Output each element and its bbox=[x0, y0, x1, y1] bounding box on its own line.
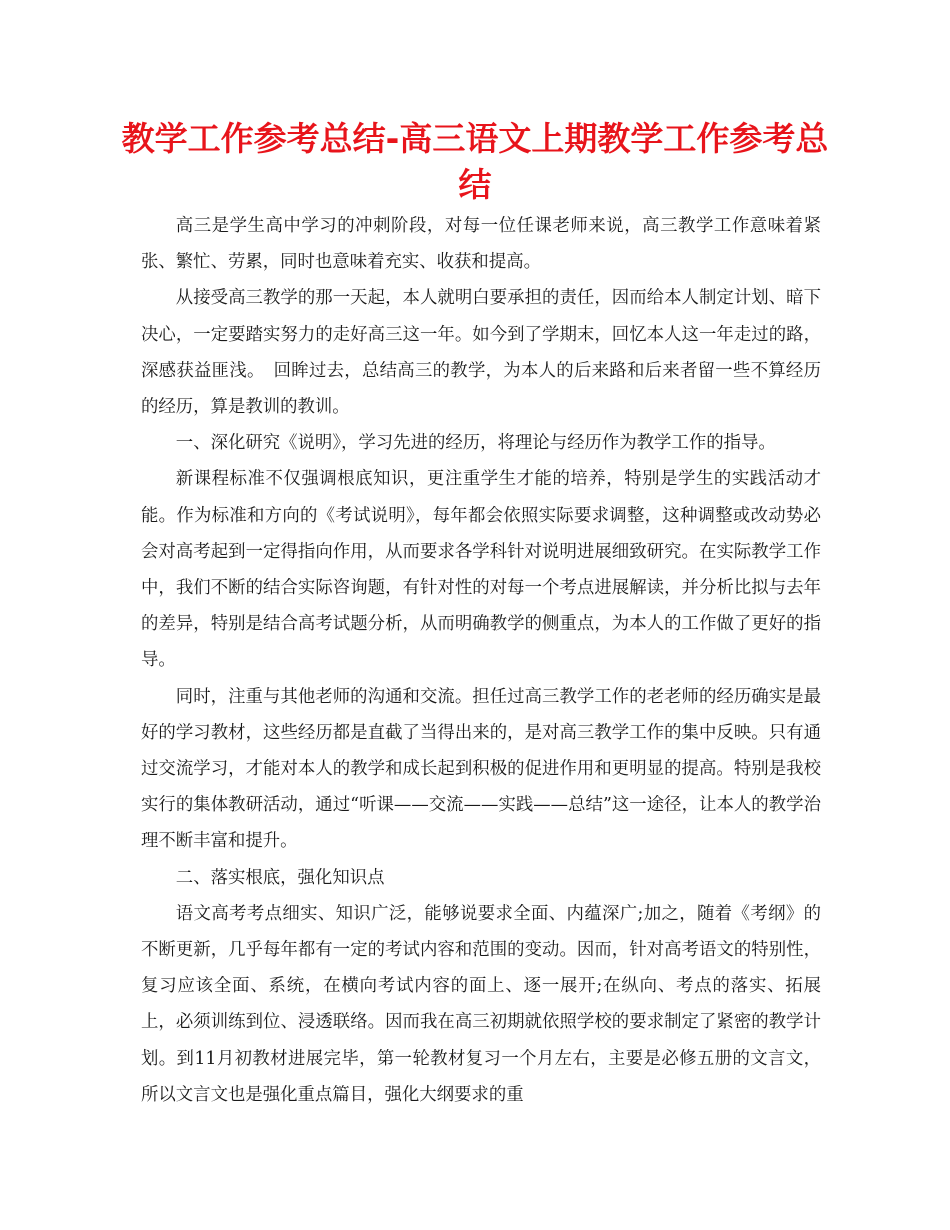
paragraph-communication: 同时，注重与其他老师的沟通和交流。担任过高三教学工作的老老师的经历确实是最好的学习教材，这些经历都是直截了当得出来的，是对高三教学工作的集中反映。只有通过交流学习，才能对本人的教学和成长起到积极的促进作用和更明显的提高。特别是我校实行的集体教研活动，通过“听课——交流——实践——总结”这一途径，让本人的教学治理不断丰富和提升。 bbox=[141, 686, 821, 852]
paragraph-intro: 高三是学生高中学习的冲刺阶段，对每一位任课老师来说，高三教学工作意味着紧张、繁忙、劳累，同时也意味着充实、收获和提高。 bbox=[141, 216, 821, 273]
paragraph-curriculum: 新课程标准不仅强调根底知识，更注重学生才能的培养，特别是学生的实践活动才能。作为标准和方向的《考试说明》，每年都会依照实际要求调整，这种调整或改动势必会对高考起到一定得指向作用，从而要求各学科针对说明进展细致研究。在实际教学工作中，我们不断的结合实际咨询题，有针对性的对每一个考点进展解读，并分析比拟与去年的差异，特别是结合高考试题分析，从而明确教学的侧重点，为本人的工作做了更好的指导。 bbox=[141, 469, 821, 671]
section-heading-1: 一、深化研究《说明》，学习先进的经历，将理论与经历作为教学工作的指导。 bbox=[175, 433, 776, 454]
document-body bbox=[141, 208, 821, 1113]
document-title: 教学工作参考总结-高三语文上期教学工作参考总结 bbox=[121, 119, 829, 204]
paragraph-reflection: 从接受高三教学的那一天起，本人就明白要承担的责任，因而给本人制定计划、暗下决心，一定要踏实努力的走好高三这一年。如今到了学期末，回忆本人这一年走过的路，深感获益匪浅。 回眸过去，总结高三的教学，为本人的后来路和后来者留一些不算经历的经历，算是教训的教训。 bbox=[141, 288, 821, 418]
paragraph-exam-review: 语文高考考点细实、知识广泛，能够说要求全面、内蕴深广;加之，随着《考纲》的不断更新，几乎每年都有一定的考试内容和范围的变动。因而，针对高考语文的特别性，复习应该全面、系统，在横向考试内容的面上、逐一展开;在纵向、考点的落实、拓展上，必须训练到位、浸透联络。因而我在高三初期就依照学校的要求制定了紧密的教学计划。到11月初教材进展完毕，第一轮教材复习一个月左右，主要是必修五册的文言文，所以文言文也是强化重点篇目，强化大纲要求的重 bbox=[141, 903, 821, 1105]
section-heading-2: 二、落实根底，强化知识点 bbox=[175, 867, 385, 888]
